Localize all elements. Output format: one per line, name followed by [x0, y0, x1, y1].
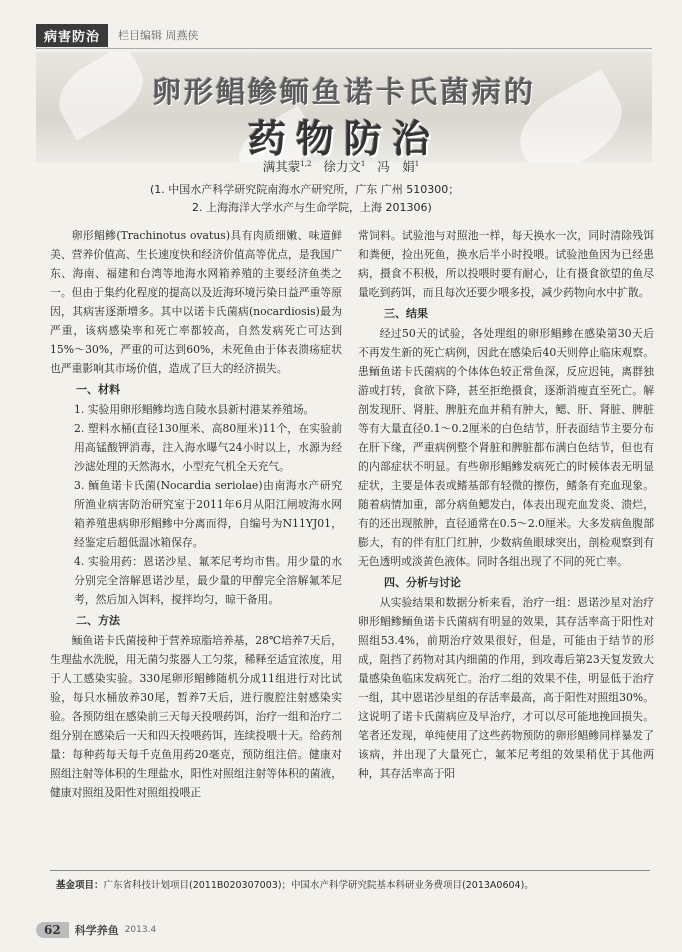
- section-heading-materials: 一、材料: [76, 383, 120, 396]
- funding-label: 基金项目：: [56, 880, 104, 891]
- title-banner: [36, 52, 652, 162]
- affiliation-2: 2. 上海海洋大学水产与生命学院，上海 201306): [192, 201, 432, 214]
- author-name: 满其蒙: [262, 159, 301, 174]
- issue-number: 2013.4: [124, 925, 157, 935]
- footnote-rule: [50, 870, 650, 871]
- article-title-line1: 卵形鲳鲹鲕鱼诺卡氏菌病的: [151, 75, 536, 109]
- author-name: 徐力文: [323, 159, 361, 174]
- author-mark: 1: [414, 159, 420, 168]
- page-number: 62: [36, 922, 69, 938]
- intro-paragraph: 卵形鲳鲹(Trachinotus ovatus)具有肉质细嫩、味道鲜美、营养价值高、生长速度快和经济价值高等优点，是我国广东、海南、福建和台湾等地海水网箱养殖的主要经济鱼类之一。但由于集约化程度的提高以及近海环境污染日益严重等原因，其病害逐渐增多。其中以诺卡氏菌病(nocardiosis)最为严重，该病感染率和死亡率都较高，自然发病死亡可达到15%～30%，严重的可达到60%，未死鱼由于体表溃疡症状也严重影响其市场价值，造成了巨大的经济损失。: [50, 229, 342, 375]
- left-column: [50, 226, 342, 802]
- section-heading-discussion: 四、分析与讨论: [384, 576, 461, 589]
- page-footer: [36, 922, 156, 938]
- section-heading-methods: 二、方法: [76, 614, 120, 627]
- material-item: 2. 塑料水桶(直径130厘米、高80厘米)11个，在实验前用高锰酸钾消毒，注入海水曝气24小时以上，水源为经沙滤处理的天然海水，小型充气机全天充气。: [74, 422, 342, 473]
- funding-text: 广东省科技计划项目(2011B020307003)；中国水产科学研究院基本科研业务费项目(2013A0604)。: [103, 880, 534, 891]
- material-item: 3. 鲕鱼诺卡氏菌(Nocardia seriolae)由南海水产研究所渔业病害防治研究室于2011年6月从阳江闸坡海水网箱养殖患病卵形鲳鲹中分离而得，自编号为N11YJ01，经鉴定后超低温冰箱保存。: [74, 479, 342, 549]
- discussion-paragraph: 从实验结果和数据分析来看，治疗一组：恩诺沙星对治疗卵形鲳鲹鲕鱼诺卡氏菌病有明显的效果，其存活率高于阳性对照组53.4%，前期治疗效果很好，但是，可能由于结节的形成，阻挡了药物对其内细菌的作用，到攻毒后第23天复发致大量感染鱼临床发病死亡。治疗二组的效果不佳，明显低于治疗一组，其中恩诺沙星组的存活率最高，高于阳性对照组30%。这说明了诺卡氏菌病应及早治疗，才可以尽可能地挽回损失。笔者还发现，单纯使用了这些药物预防的卵形鲳鲹同样暴发了该病，并出现了大量死亡，氟苯尼考组的效果稍优于其他两种，其存活率高于阳: [358, 596, 654, 780]
- header-rule: [36, 48, 652, 49]
- material-item: 4. 实验用药：恩诺沙星、氟苯尼考均市售。用少量的水分别完全溶解恩诺沙星，最少量的甲醇完全溶解氟苯尼考，然后加入饵料，搅拌均匀，晾干备用。: [74, 555, 342, 606]
- column-tag: 病害防治: [36, 24, 108, 47]
- affiliation-1: (1. 中国水产科学研究院南海水产研究所，广东 广州 510300；: [150, 183, 460, 196]
- methods-continued: 常饲料。试验池与对照池一样，每天换水一次，同时清除残饵和粪便，捡出死鱼，换水后半小时投喂。试验池鱼因为已经患病，摄食不积极，所以投喂时要有耐心，让有摄食欲望的鱼尽量吃到药饵，而且每次还要少喂多投，减少药物向水中扩散。: [358, 229, 654, 299]
- results-paragraph: 经过50天的试验，各处理组的卵形鲳鲹在感染第30天后不再发生新的死亡病例，因此在感染后40天则停止临床观察。患鲕鱼诺卡氏菌病的个体体色较正常鱼深，反应迟钝，离群独游或打转，食欲下降，甚至拒绝摄食，逐渐消瘦直至死亡。解剖发现肝、肾脏、脾脏充血并稍有肿大，鳃、肝、肾脏、脾脏等有大量直径0.1～0.2厘米的白色结节，肝表面结节主要分布在肝下缘，严重病例整个肾脏和脾脏都布满白色结节，但也有的内部症状不明显。有些卵形鲳鲹发病死亡的时候体表无明显症状，主要是体表或鳍基部有轻微的擦伤，鳍条有充血现象。随着病情加重，部分病鱼鳃发白，体表出现充血发炎、溃烂，有的还出现脓肿，直径通常在0.5～2.0厘米。大多发病鱼腹部膨大，有的伴有肛门红肿，少数病鱼眼球突出，剖检观察到有无色透明或淡黄色液体。同时各组出现了不同的死亡率。: [358, 327, 654, 568]
- article-title-line2: 药物防治: [247, 116, 440, 161]
- section-heading-results: 三、结果: [384, 307, 428, 320]
- author-list: [0, 157, 682, 175]
- author-mark: 1,2: [300, 159, 312, 168]
- author-mark: 1: [360, 159, 366, 168]
- funding-note: [56, 877, 534, 891]
- column-header: [36, 24, 199, 46]
- material-item: 1. 实验用卵形鲳鲹均选自陵水县新村港某养殖场。: [74, 403, 315, 416]
- column-editor: 栏目编辑 周燕侠: [118, 29, 199, 42]
- magazine-name: 科学养鱼: [74, 924, 119, 937]
- right-column: [358, 226, 654, 783]
- author-name: 冯 娟: [377, 159, 415, 174]
- methods-paragraph: 鲕鱼诺卡氏菌接种于营养琼脂培养基，28℃培养7天后，生理盐水洗脱，用无菌匀浆器人工匀浆，稀释至适宜浓度，用于人工感染实验。330尾卵形鲳鲹随机分成11组进行对比试验，每只水桶放养30尾，暂养7天后，进行腹腔注射感染实验。各预防组在感染前三天每天投喂药饵，治疗一组和治疗二组分别在感染后一天和四天投喂药饵，连续投喂十天。给药剂量：每种药每天每千克鱼用药20毫克，预防组注倍。健康对照组注射等体积的生理盐水，阳性对照组注射等体积的菌液，健康对照组及阳性对照组投喂正: [50, 634, 342, 799]
